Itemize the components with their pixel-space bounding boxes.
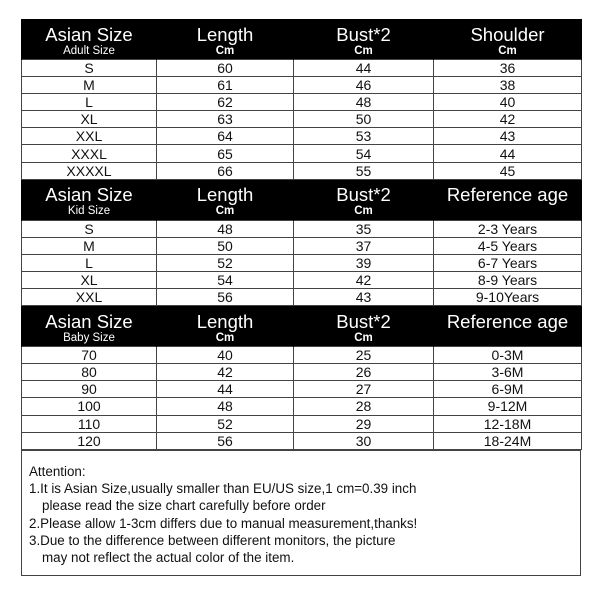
header-bust: Bust*2 <box>294 179 434 205</box>
table-cell: 30 <box>294 432 434 449</box>
table-cell: 90 <box>22 381 157 398</box>
table-row <box>22 111 582 128</box>
table-cell: 66 <box>157 162 294 179</box>
table-cell: 8-9 Years <box>434 271 582 288</box>
table-cell: 43 <box>434 128 582 145</box>
table-cell: 39 <box>294 254 434 271</box>
subheader-unit: Cm <box>157 331 294 347</box>
table-cell: 50 <box>294 111 434 128</box>
table-cell: 52 <box>157 415 294 432</box>
note-line: 2.Please allow 1-3cm differs due to manual measurement,thanks! <box>29 515 418 531</box>
table-row <box>22 60 582 77</box>
header-length: Length <box>157 19 294 44</box>
attention-notes <box>21 450 581 576</box>
table-cell: 25 <box>294 347 434 364</box>
table-cell: XXL <box>22 289 157 306</box>
header-asian-size: Asian Size <box>22 306 157 332</box>
header-bust: Bust*2 <box>294 19 434 44</box>
header-asian-size: Asian Size <box>22 179 157 205</box>
section-subheader-row <box>22 44 582 60</box>
table-row <box>22 145 582 162</box>
table-cell: 44 <box>157 381 294 398</box>
table-cell: 44 <box>294 60 434 77</box>
table-cell: 29 <box>294 415 434 432</box>
table-cell: 6-7 Years <box>434 254 582 271</box>
table-cell: 62 <box>157 94 294 111</box>
note-line: 1.It is Asian Size,usually smaller than EU/US size,1 cm=0.39 inch <box>29 481 417 497</box>
table-cell: 120 <box>22 432 157 449</box>
notes-title: Attention: <box>29 464 86 479</box>
table-cell: 50 <box>157 237 294 254</box>
subheader-unit: Cm <box>294 44 434 60</box>
table-row <box>22 432 582 449</box>
note-line: please read the size chart carefully before order <box>42 498 326 514</box>
header-reference-age: Reference age <box>434 179 582 205</box>
size-chart <box>21 19 581 450</box>
subheader-kid-size: Kid Size <box>22 205 157 221</box>
table-cell: 42 <box>294 271 434 288</box>
table-cell: 70 <box>22 347 157 364</box>
section-subheader-row <box>22 331 582 347</box>
adult-size-section <box>22 19 582 179</box>
table-cell: XXL <box>22 128 157 145</box>
section-header-row <box>22 19 582 44</box>
table-row <box>22 381 582 398</box>
table-cell: 9-12M <box>434 398 582 415</box>
table-row <box>22 364 582 381</box>
table-row <box>22 94 582 111</box>
table-cell: 54 <box>294 145 434 162</box>
table-cell: XL <box>22 271 157 288</box>
table-row <box>22 162 582 179</box>
table-cell: 6-9M <box>434 381 582 398</box>
table-cell: 53 <box>294 128 434 145</box>
header-shoulder: Shoulder <box>434 19 582 44</box>
size-table <box>21 19 582 450</box>
subheader-unit: Cm <box>157 205 294 221</box>
table-row <box>22 237 582 254</box>
baby-size-section <box>22 306 582 450</box>
header-length: Length <box>157 179 294 205</box>
subheader-unit: Cm <box>294 331 434 347</box>
subheader-blank <box>434 331 582 347</box>
table-cell: 63 <box>157 111 294 128</box>
header-reference-age: Reference age <box>434 306 582 332</box>
table-cell: 44 <box>434 145 582 162</box>
table-row <box>22 220 582 237</box>
table-row <box>22 77 582 94</box>
table-cell: L <box>22 254 157 271</box>
table-cell: 12-18M <box>434 415 582 432</box>
table-cell: 61 <box>157 77 294 94</box>
table-cell: 36 <box>434 60 582 77</box>
table-cell: 4-5 Years <box>434 237 582 254</box>
table-cell: 56 <box>157 289 294 306</box>
table-cell: M <box>22 77 157 94</box>
header-asian-size: Asian Size <box>22 19 157 44</box>
header-length: Length <box>157 306 294 332</box>
subheader-unit: Cm <box>157 44 294 60</box>
table-row <box>22 398 582 415</box>
table-row <box>22 254 582 271</box>
table-cell: 48 <box>294 94 434 111</box>
table-cell: 46 <box>294 77 434 94</box>
table-cell: 3-6M <box>434 364 582 381</box>
table-cell: XXXXL <box>22 162 157 179</box>
table-cell: 40 <box>157 347 294 364</box>
table-cell: 0-3M <box>434 347 582 364</box>
table-row <box>22 128 582 145</box>
table-cell: 9-10Years <box>434 289 582 306</box>
table-cell: 37 <box>294 237 434 254</box>
table-cell: 100 <box>22 398 157 415</box>
header-bust: Bust*2 <box>294 306 434 332</box>
table-cell: 55 <box>294 162 434 179</box>
table-cell: 110 <box>22 415 157 432</box>
section-header-row <box>22 306 582 332</box>
table-cell: 60 <box>157 60 294 77</box>
table-cell: 18-24M <box>434 432 582 449</box>
table-cell: 48 <box>157 220 294 237</box>
subheader-unit: Cm <box>294 205 434 221</box>
table-cell: 52 <box>157 254 294 271</box>
table-row <box>22 271 582 288</box>
table-row <box>22 415 582 432</box>
section-header-row <box>22 179 582 205</box>
table-cell: 27 <box>294 381 434 398</box>
note-line: may not reflect the actual color of the item. <box>42 550 295 566</box>
note-line: 3.Due to the difference between different monitors, the picture <box>29 532 396 548</box>
table-cell: 28 <box>294 398 434 415</box>
subheader-blank <box>434 205 582 221</box>
subheader-baby-size: Baby Size <box>22 331 157 347</box>
table-cell: 43 <box>294 289 434 306</box>
table-cell: 48 <box>157 398 294 415</box>
table-cell: XXXL <box>22 145 157 162</box>
table-cell: 2-3 Years <box>434 220 582 237</box>
table-cell: 56 <box>157 432 294 449</box>
table-cell: S <box>22 220 157 237</box>
table-cell: L <box>22 94 157 111</box>
table-cell: 40 <box>434 94 582 111</box>
table-cell: 35 <box>294 220 434 237</box>
subheader-adult-size: Adult Size <box>22 44 157 60</box>
subheader-unit: Cm <box>434 44 582 60</box>
table-cell: M <box>22 237 157 254</box>
table-cell: 54 <box>157 271 294 288</box>
table-row <box>22 347 582 364</box>
table-cell: 42 <box>434 111 582 128</box>
table-cell: 26 <box>294 364 434 381</box>
table-cell: 64 <box>157 128 294 145</box>
kid-size-section <box>22 179 582 305</box>
table-cell: XL <box>22 111 157 128</box>
section-subheader-row <box>22 205 582 221</box>
table-cell: S <box>22 60 157 77</box>
table-row <box>22 289 582 306</box>
table-cell: 65 <box>157 145 294 162</box>
table-cell: 42 <box>157 364 294 381</box>
table-cell: 45 <box>434 162 582 179</box>
table-cell: 38 <box>434 77 582 94</box>
table-cell: 80 <box>22 364 157 381</box>
